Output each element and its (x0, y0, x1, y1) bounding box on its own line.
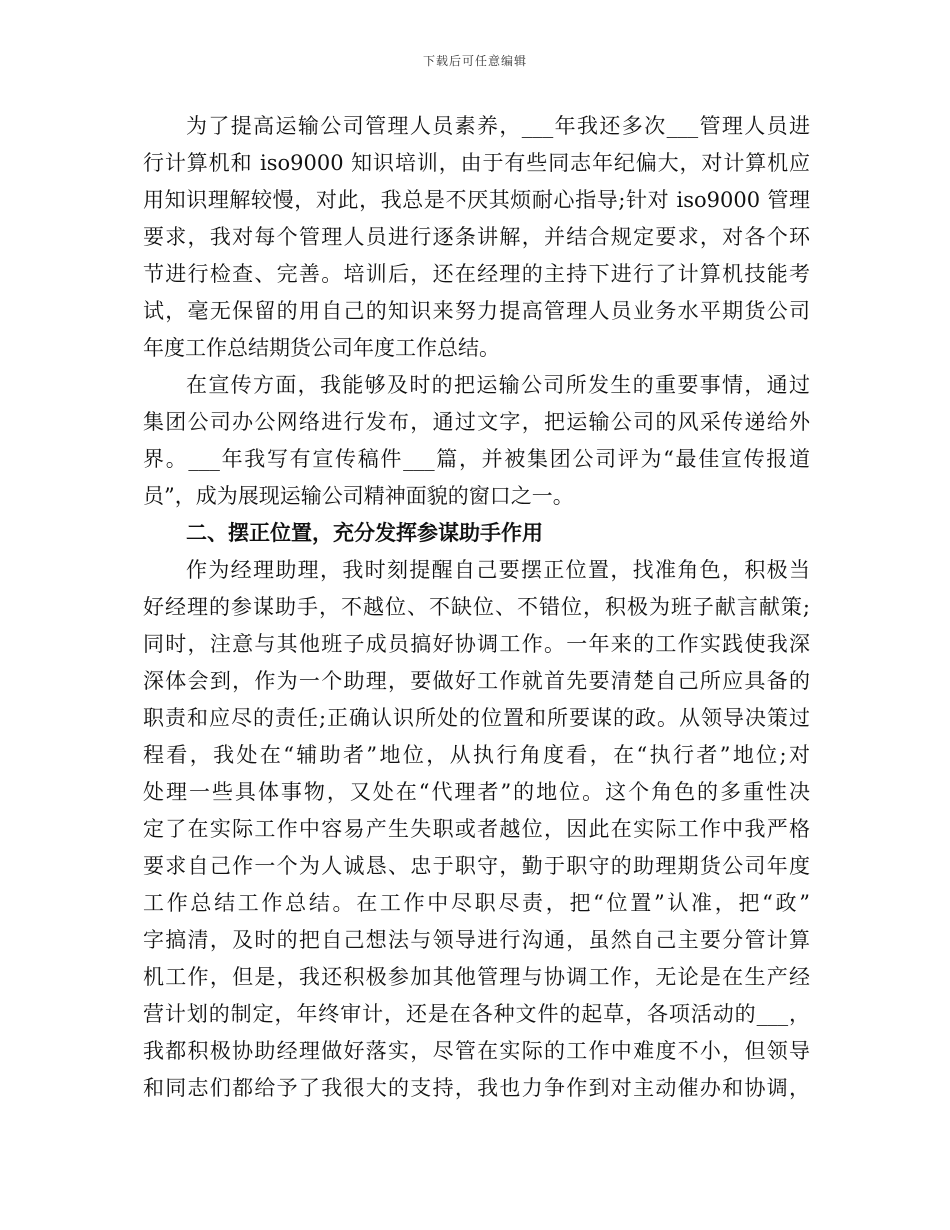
paragraph-assistant-role (143, 552, 810, 1107)
text-line: 在宣传方面，我能够及时的把运输公司所发生的重要事情，通过 (186, 373, 810, 397)
text-line: 深体会到，作为一个助理，要做好工作就首先要清楚自己所应具备的 (143, 669, 810, 693)
text-line: 要求自己作一个为人诚恳、忠于职守，勤于职守的助理期货公司年度 (143, 854, 810, 878)
text-line: 年度工作总结期货公司年度工作总结。 (143, 336, 500, 360)
page-header: 下载后可任意编辑 (422, 54, 527, 68)
text-line: 界。___年我写有宣传稿件___篇，并被集团公司评为“最佳宣传报道 (143, 447, 810, 471)
text-line: 程看，我处在“辅助者”地位，从执行角度看，在“执行者”地位;对 (143, 743, 810, 767)
text-line: 营计划的制定，年终审计，还是在各种文件的起草，各项活动的___， (143, 1002, 810, 1026)
text-line: 处理一些具体事物，又处在“代理者”的地位。这个角色的多重性决 (143, 780, 810, 804)
text-line: 机工作，但是，我还积极参加其他管理与协调工作，无论是在生产经 (143, 965, 810, 989)
text-line: 为了提高运输公司管理人员素养，___年我还多次___管理人员进 (186, 114, 810, 138)
text-line: 节进行检查、完善。培训后，还在经理的主持下进行了计算机技能考 (143, 262, 810, 286)
text-line: 作为经理助理，我时刻提醒自己要摆正位置，找准角色，积极当 (186, 558, 810, 582)
text-line: 字搞清，及时的把自己想法与领导进行沟通，虽然自己主要分管计算 (143, 928, 810, 952)
text-line: 试，毫无保留的用自己的知识来努力提高管理人员业务水平期货公司 (143, 299, 810, 323)
text-line: 和同志们都给予了我很大的支持，我也力争作到对主动催办和协调， (143, 1076, 810, 1100)
text-line: 员”，成为展现运输公司精神面貌的窗口之一。 (143, 484, 574, 508)
section-heading: 二、摆正位置，充分发挥参谋助手作用 (186, 521, 543, 545)
text-line: 我都积极协助经理做好落实，尽管在实际的工作中难度不小，但领导 (143, 1039, 810, 1063)
text-line: 好经理的参谋助手，不越位、不缺位、不错位，积极为班子献言献策; (143, 595, 810, 619)
text-line: 行计算机和 iso9000 知识培训，由于有些同志年纪偏大，对计算机应 (143, 151, 810, 175)
document-body (143, 108, 810, 1107)
text-line: 同时，注意与其他班子成员搞好协调工作。一年来的工作实践使我深 (143, 632, 810, 656)
text-line: 要求，我对每个管理人员进行逐条讲解，并结合规定要求，对各个环 (143, 225, 810, 249)
paragraph-training (143, 108, 810, 367)
text-line: 集团公司办公网络进行发布，通过文字，把运输公司的风采传递给外 (143, 410, 810, 434)
text-line: 职责和应尽的责任;正确认识所处的位置和所要谋的政。从领导决策过 (143, 706, 810, 730)
text-line: 用知识理解较慢，对此，我总是不厌其烦耐心指导;针对 iso9000 管理 (143, 188, 810, 212)
text-line: 定了在实际工作中容易产生失职或者越位，因此在实际工作中我严格 (143, 817, 810, 841)
text-line: 工作总结工作总结。在工作中尽职尽责，把“位置”认准，把“政” (143, 891, 810, 915)
paragraph-publicity (143, 367, 810, 515)
